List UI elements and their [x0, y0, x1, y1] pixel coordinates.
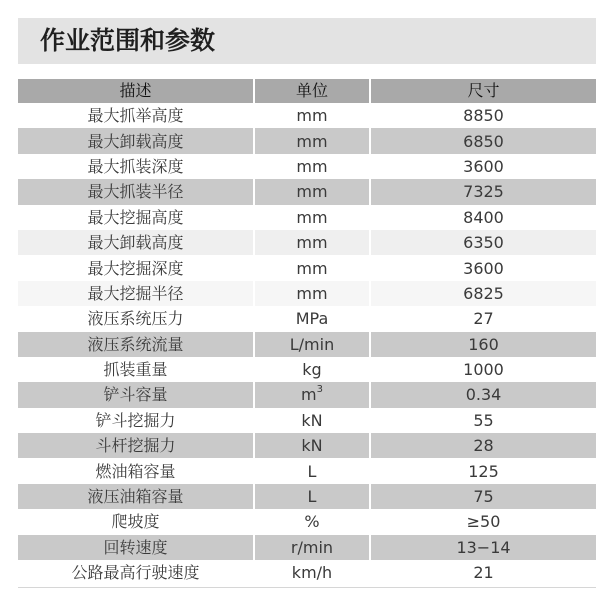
row-value: 28 — [370, 433, 596, 458]
row-value: 3600 — [370, 255, 596, 280]
header-unit: 单位 — [254, 79, 370, 103]
row-unit: mm — [254, 230, 370, 255]
row-unit: mm — [254, 205, 370, 230]
row-value: ≥50 — [370, 509, 596, 534]
row-unit: % — [254, 509, 370, 534]
unit-superscript: 3 — [316, 384, 323, 396]
row-value: 8850 — [370, 103, 596, 128]
row-unit: mm — [254, 255, 370, 280]
row-description: 抓装重量 — [18, 357, 254, 382]
row-description: 爬坡度 — [18, 509, 254, 534]
bottom-divider — [18, 587, 596, 588]
table-row — [18, 433, 596, 458]
row-description: 斗杆挖掘力 — [18, 433, 254, 458]
row-description: 铲斗容量 — [18, 382, 254, 407]
row-unit: mm — [254, 281, 370, 306]
row-description: 液压油箱容量 — [18, 484, 254, 509]
row-description: 公路最高行驶速度 — [18, 560, 254, 585]
row-unit: L/min — [254, 332, 370, 357]
table-header-row — [18, 79, 596, 103]
row-value: 75 — [370, 484, 596, 509]
row-value: 7325 — [370, 179, 596, 204]
row-description: 最大挖掘高度 — [18, 205, 254, 230]
table-row — [18, 230, 596, 255]
header-description: 描述 — [18, 79, 254, 103]
table-row — [18, 281, 596, 306]
row-unit: kN — [254, 408, 370, 433]
row-description: 燃油箱容量 — [18, 458, 254, 483]
row-value: 1000 — [370, 357, 596, 382]
table-row — [18, 458, 596, 483]
row-description: 最大卸载高度 — [18, 230, 254, 255]
unit-base: m — [301, 385, 317, 405]
row-description: 液压系统压力 — [18, 306, 254, 331]
table-row — [18, 484, 596, 509]
row-unit: mm — [254, 103, 370, 128]
row-value: 125 — [370, 458, 596, 483]
table-row — [18, 332, 596, 357]
row-value: 0.34 — [370, 382, 596, 407]
row-unit: L — [254, 458, 370, 483]
row-unit: L — [254, 484, 370, 509]
row-value: 6350 — [370, 230, 596, 255]
table-row — [18, 509, 596, 534]
row-unit: kg — [254, 357, 370, 382]
row-description: 最大抓装深度 — [18, 154, 254, 179]
table-row — [18, 560, 596, 585]
row-description: 最大挖掘深度 — [18, 255, 254, 280]
row-value: 55 — [370, 408, 596, 433]
table-row — [18, 306, 596, 331]
parameters-table — [18, 79, 596, 585]
table-row — [18, 154, 596, 179]
section-title: 作业范围和参数 — [40, 26, 216, 55]
row-value: 8400 — [370, 205, 596, 230]
row-unit: mm — [254, 154, 370, 179]
row-value: 160 — [370, 332, 596, 357]
row-value: 21 — [370, 560, 596, 585]
row-value: 13−14 — [370, 535, 596, 560]
row-value: 6825 — [370, 281, 596, 306]
row-unit: mm — [254, 128, 370, 153]
table-row — [18, 128, 596, 153]
row-description: 回转速度 — [18, 535, 254, 560]
table-row — [18, 382, 596, 407]
row-unit: kN — [254, 433, 370, 458]
table-row — [18, 255, 596, 280]
row-description: 最大抓装半径 — [18, 179, 254, 204]
table-row — [18, 357, 596, 382]
table-row — [18, 408, 596, 433]
section-title-bar — [18, 18, 596, 64]
row-unit — [254, 382, 370, 407]
row-value: 6850 — [370, 128, 596, 153]
row-description: 最大挖掘半径 — [18, 281, 254, 306]
row-unit: mm — [254, 179, 370, 204]
header-size: 尺寸 — [370, 79, 596, 103]
table-row — [18, 535, 596, 560]
row-unit: MPa — [254, 306, 370, 331]
row-value: 3600 — [370, 154, 596, 179]
row-value: 27 — [370, 306, 596, 331]
row-description: 液压系统流量 — [18, 332, 254, 357]
table-row — [18, 103, 596, 128]
table-row — [18, 179, 596, 204]
row-description: 铲斗挖掘力 — [18, 408, 254, 433]
row-unit: r/min — [254, 535, 370, 560]
row-description: 最大抓举高度 — [18, 103, 254, 128]
table-row — [18, 205, 596, 230]
row-description: 最大卸载高度 — [18, 128, 254, 153]
row-unit: km/h — [254, 560, 370, 585]
